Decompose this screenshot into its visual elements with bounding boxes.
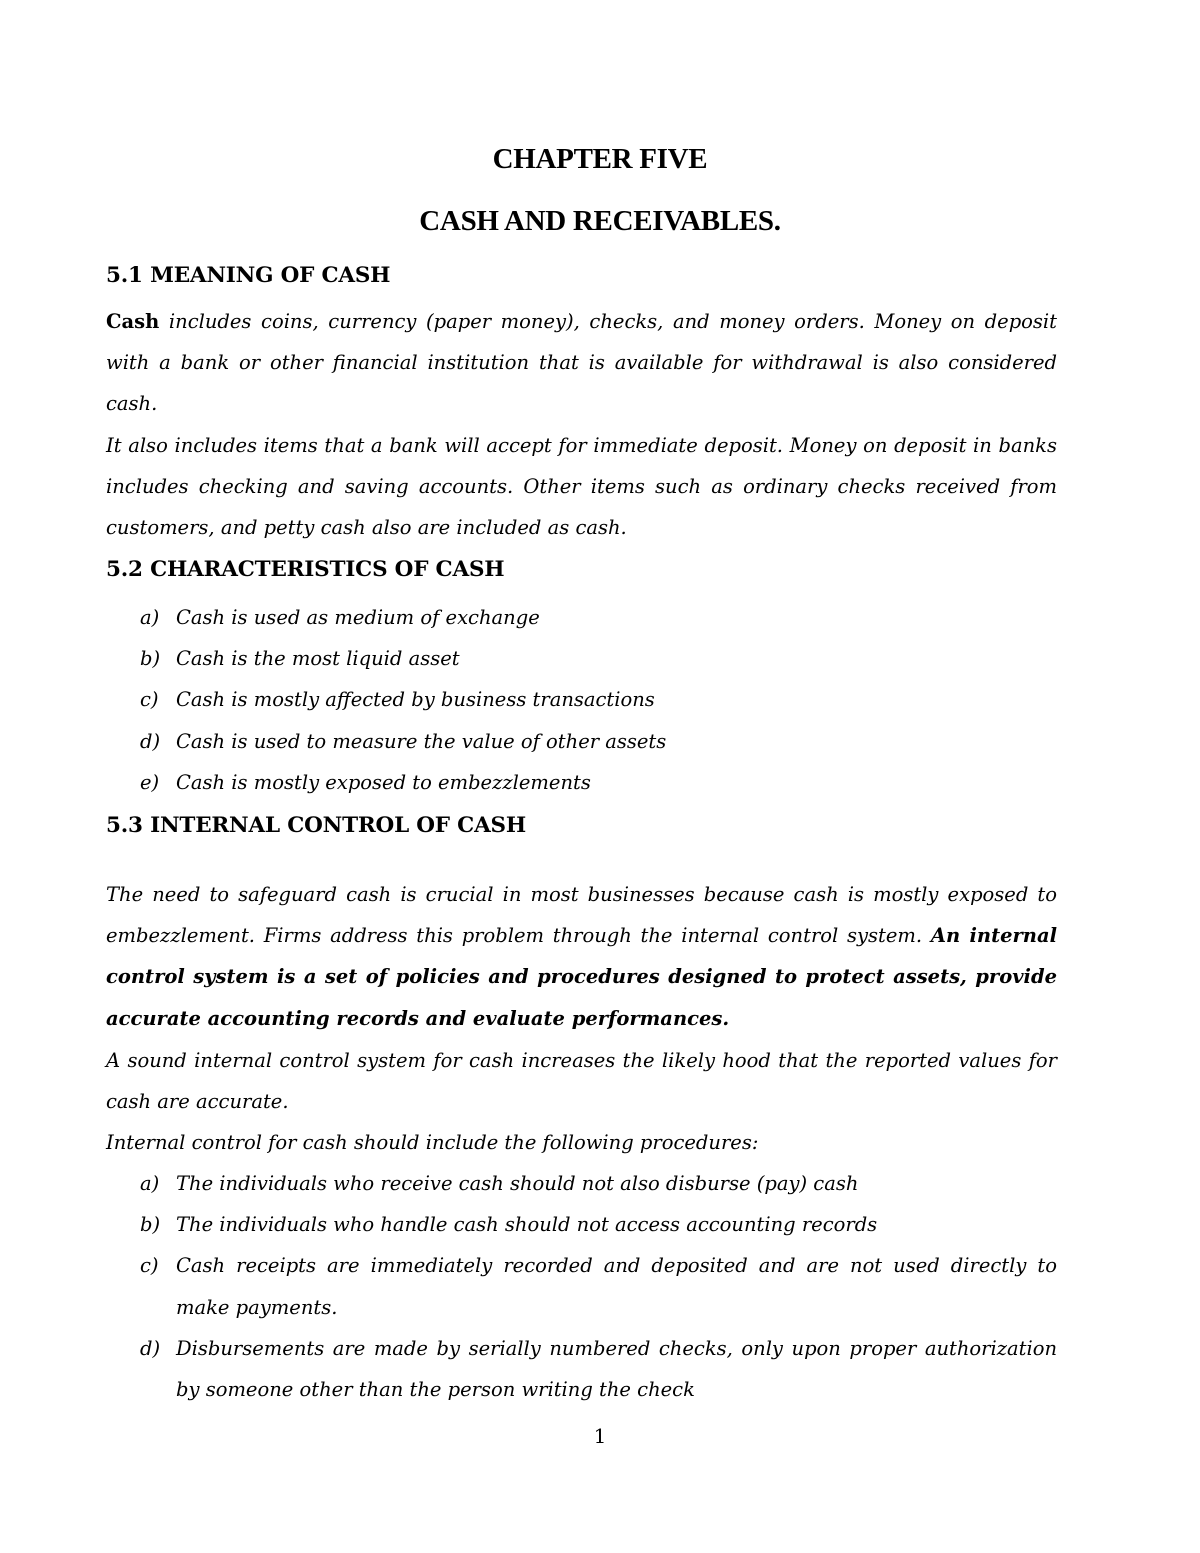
list-item <box>140 1245 1057 1327</box>
list-marker: b) <box>140 647 161 671</box>
page-number: 1 <box>593 1424 607 1448</box>
list-marker: c) <box>140 1254 159 1278</box>
list-item-text: Cash is the most liquid asset <box>176 647 460 671</box>
list-item <box>140 721 1057 762</box>
list-item-text: The individuals who receive cash should not also disburse (pay) cash <box>176 1172 859 1195</box>
procedures-list <box>140 1163 1057 1410</box>
list-item <box>140 1204 1057 1245</box>
list-item <box>140 638 1057 679</box>
list-item-text: Disbursements are made by serially numbered checks, only upon proper authorization by someone other than the person writing the check <box>176 1336 1057 1402</box>
list-item-text: Cash receipts are immediately recorded and deposited and are not used directly to make payments. <box>176 1254 1057 1319</box>
cash-definition-text: includes coins, currency (paper money), checks, and money orders. Money on deposit with a bank or other financial institution that is available for withdrawal is also considered cash. <box>106 310 1057 416</box>
list-item <box>140 1163 1057 1204</box>
internal-control-intro: The need to safeguard cash is crucial in most businesses because cash is mostly exposed to embezzlement. Firms address this problem through the internal control system. <box>106 883 1057 948</box>
list-marker: d) <box>140 729 161 753</box>
paragraph-internal-control <box>106 874 1057 1039</box>
list-marker: c) <box>140 688 159 712</box>
list-marker: d) <box>140 1336 161 1360</box>
list-item <box>140 597 1057 638</box>
list-marker: b) <box>140 1213 161 1237</box>
paragraph-sound-control: A sound internal control system for cash increases the likely hood that the reported values for cash are accurate. <box>106 1049 1057 1114</box>
paragraph-cash-definition <box>106 301 1057 425</box>
characteristics-list <box>140 597 1057 803</box>
term-cash: Cash <box>106 310 160 333</box>
list-item <box>140 1328 1057 1410</box>
list-marker: a) <box>140 606 160 629</box>
list-item-text: Cash is used to measure the value of other assets <box>176 729 667 753</box>
paragraph-procedures-intro: Internal control for cash should include the following procedures: <box>106 1131 759 1154</box>
list-marker: a) <box>140 1172 160 1195</box>
chapter-subtitle: CASH AND RECEIVABLES. <box>419 205 781 237</box>
section-heading-internal-control: 5.3 INTERNAL CONTROL OF CASH <box>106 813 526 838</box>
list-item <box>140 679 1057 720</box>
chapter-title: CHAPTER FIVE <box>492 143 708 175</box>
paragraph-cash-items: It also includes items that a bank will accept for immediate deposit. Money on deposit in banks includes checking and saving accounts. Other items such as ordinary checks received from customers, and petty cash also are included as cash. <box>106 434 1057 540</box>
section-heading-characteristics: 5.2 CHARACTERISTICS OF CASH <box>106 557 505 582</box>
internal-control-definition: An internal control system is a set of policies and procedures designed to protect assets, provide accurate accounting records and evaluate performances. <box>106 924 1057 1030</box>
list-item-text: The individuals who handle cash should not access accounting records <box>176 1213 878 1237</box>
list-item-text: Cash is used as medium of exchange <box>176 606 540 629</box>
list-item-text: Cash is mostly exposed to embezzlements <box>176 770 591 794</box>
section-heading-meaning-of-cash: 5.1 MEANING OF CASH <box>106 263 391 288</box>
list-item <box>140 762 1057 803</box>
list-item-text: Cash is mostly affected by business transactions <box>176 688 655 712</box>
list-marker: e) <box>140 770 160 794</box>
